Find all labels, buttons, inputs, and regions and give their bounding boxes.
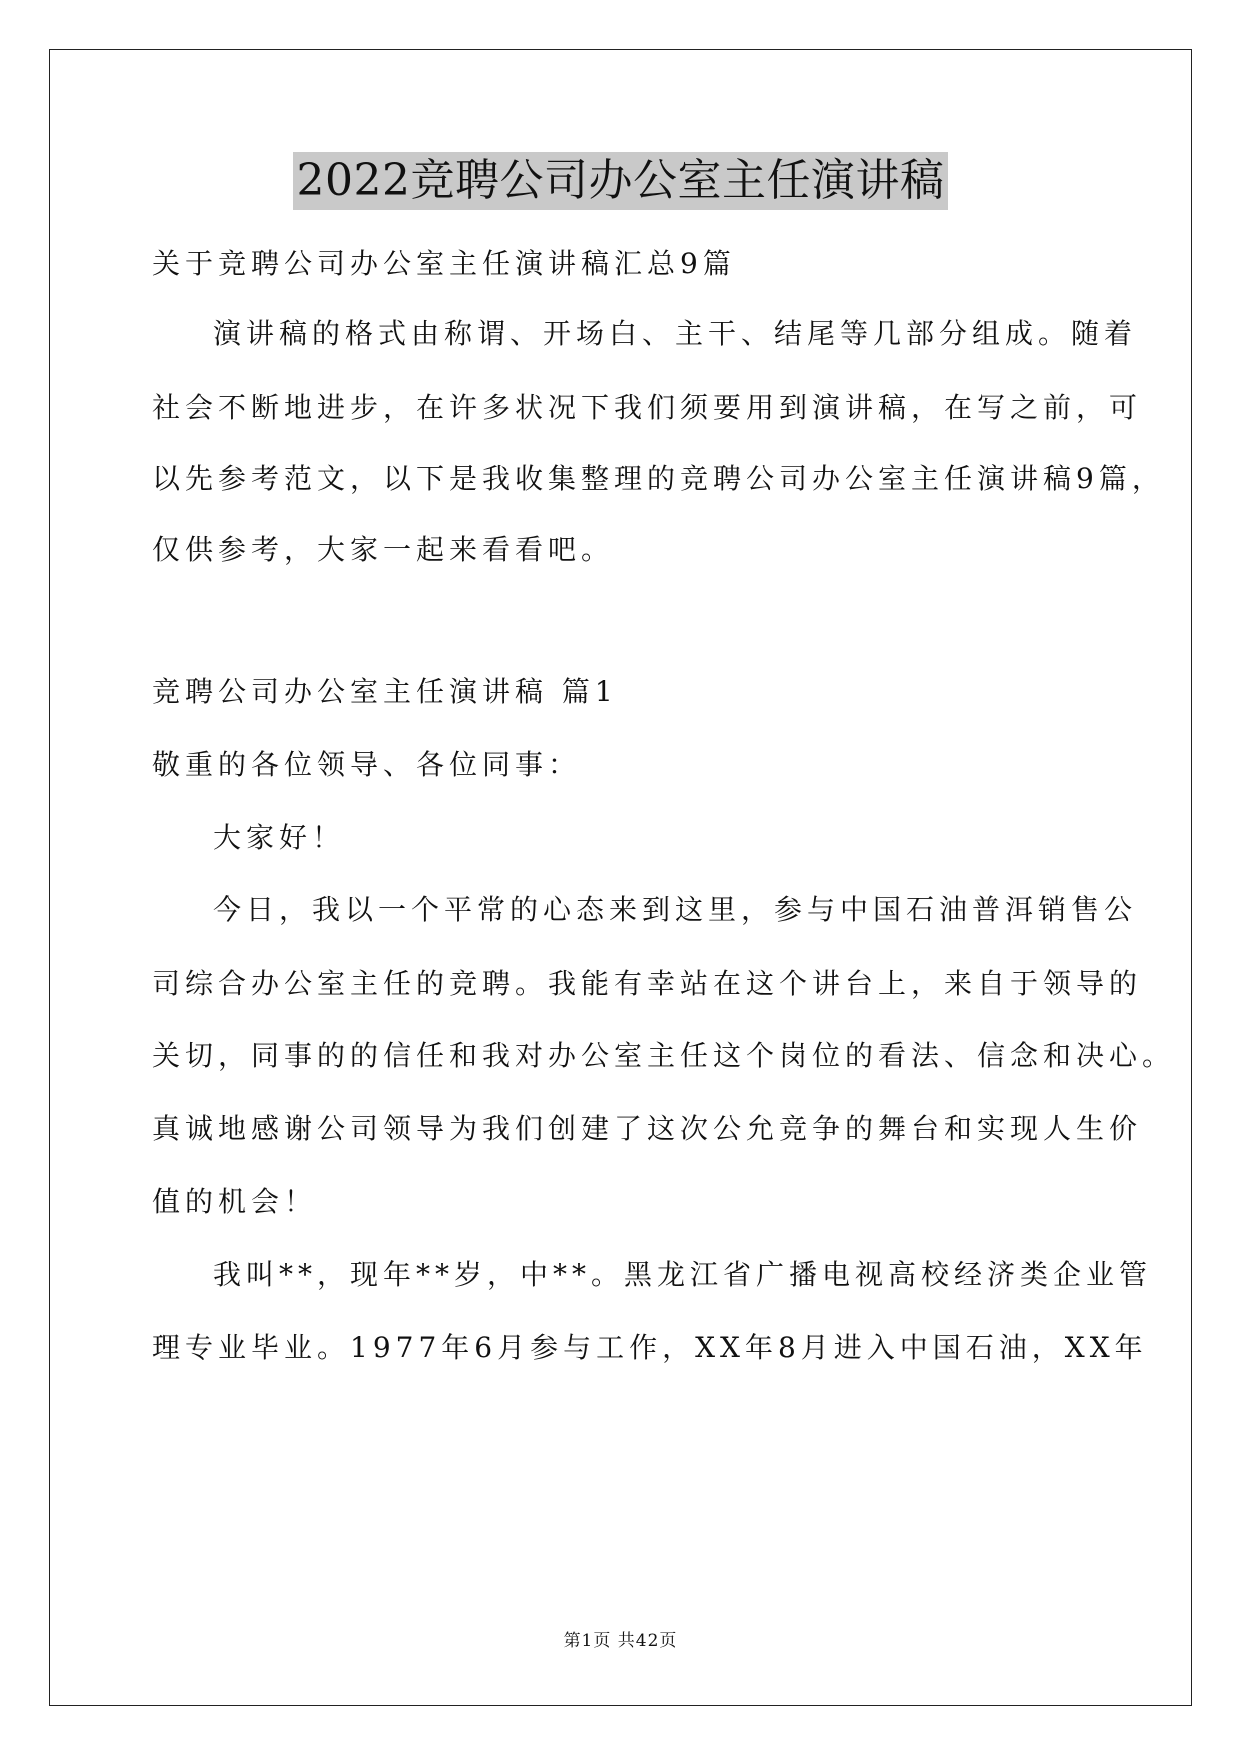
title-container — [0, 152, 1241, 210]
paragraph1-line-2: 司综合办公室主任的竞聘。我能有幸站在这个讲台上，来自于领导的 — [152, 967, 1143, 1000]
document-title: 2022竞聘公司办公室主任演讲稿 — [293, 152, 949, 210]
intro-line-2: 社会不断地进步，在许多状况下我们须要用到演讲稿，在写之前，可 — [152, 391, 1143, 424]
intro-line-1: 演讲稿的格式由称谓、开场白、主干、结尾等几部分组成。随着 — [213, 317, 1138, 350]
paragraph1-line-5: 值的机会！ — [152, 1185, 318, 1218]
document-subtitle: 关于竞聘公司办公室主任演讲稿汇总9篇 — [152, 247, 736, 280]
paragraph1-line-4: 真诚地感谢公司领导为我们创建了这次公允竞争的舞台和实现人生价 — [152, 1112, 1143, 1145]
greeting: 大家好！ — [213, 821, 346, 854]
paragraph1-line-3: 关切，同事的的信任和我对办公室主任这个岗位的看法、信念和决心。 — [152, 1039, 1176, 1072]
section-heading: 竞聘公司办公室主任演讲稿 篇1 — [152, 675, 618, 708]
page-footer: 第1页 共42页 — [563, 1631, 678, 1651]
paragraph2-line-1: 我叫**，现年**岁，中**。黑龙江省广播电视高校经济类企业管 — [213, 1258, 1153, 1291]
intro-line-3: 以先参考范文，以下是我收集整理的竞聘公司办公室主任演讲稿9篇， — [152, 462, 1165, 495]
intro-line-4: 仅供参考，大家一起来看看吧。 — [152, 533, 615, 566]
salutation: 敬重的各位领导、各位同事： — [152, 748, 582, 781]
paragraph1-line-1: 今日，我以一个平常的心态来到这里，参与中国石油普洱销售公 — [213, 893, 1138, 926]
paragraph2-line-2: 理专业毕业。1977年6月参与工作，XX年8月进入中国石油，XX年 — [152, 1331, 1148, 1364]
page-border — [49, 49, 1192, 1706]
